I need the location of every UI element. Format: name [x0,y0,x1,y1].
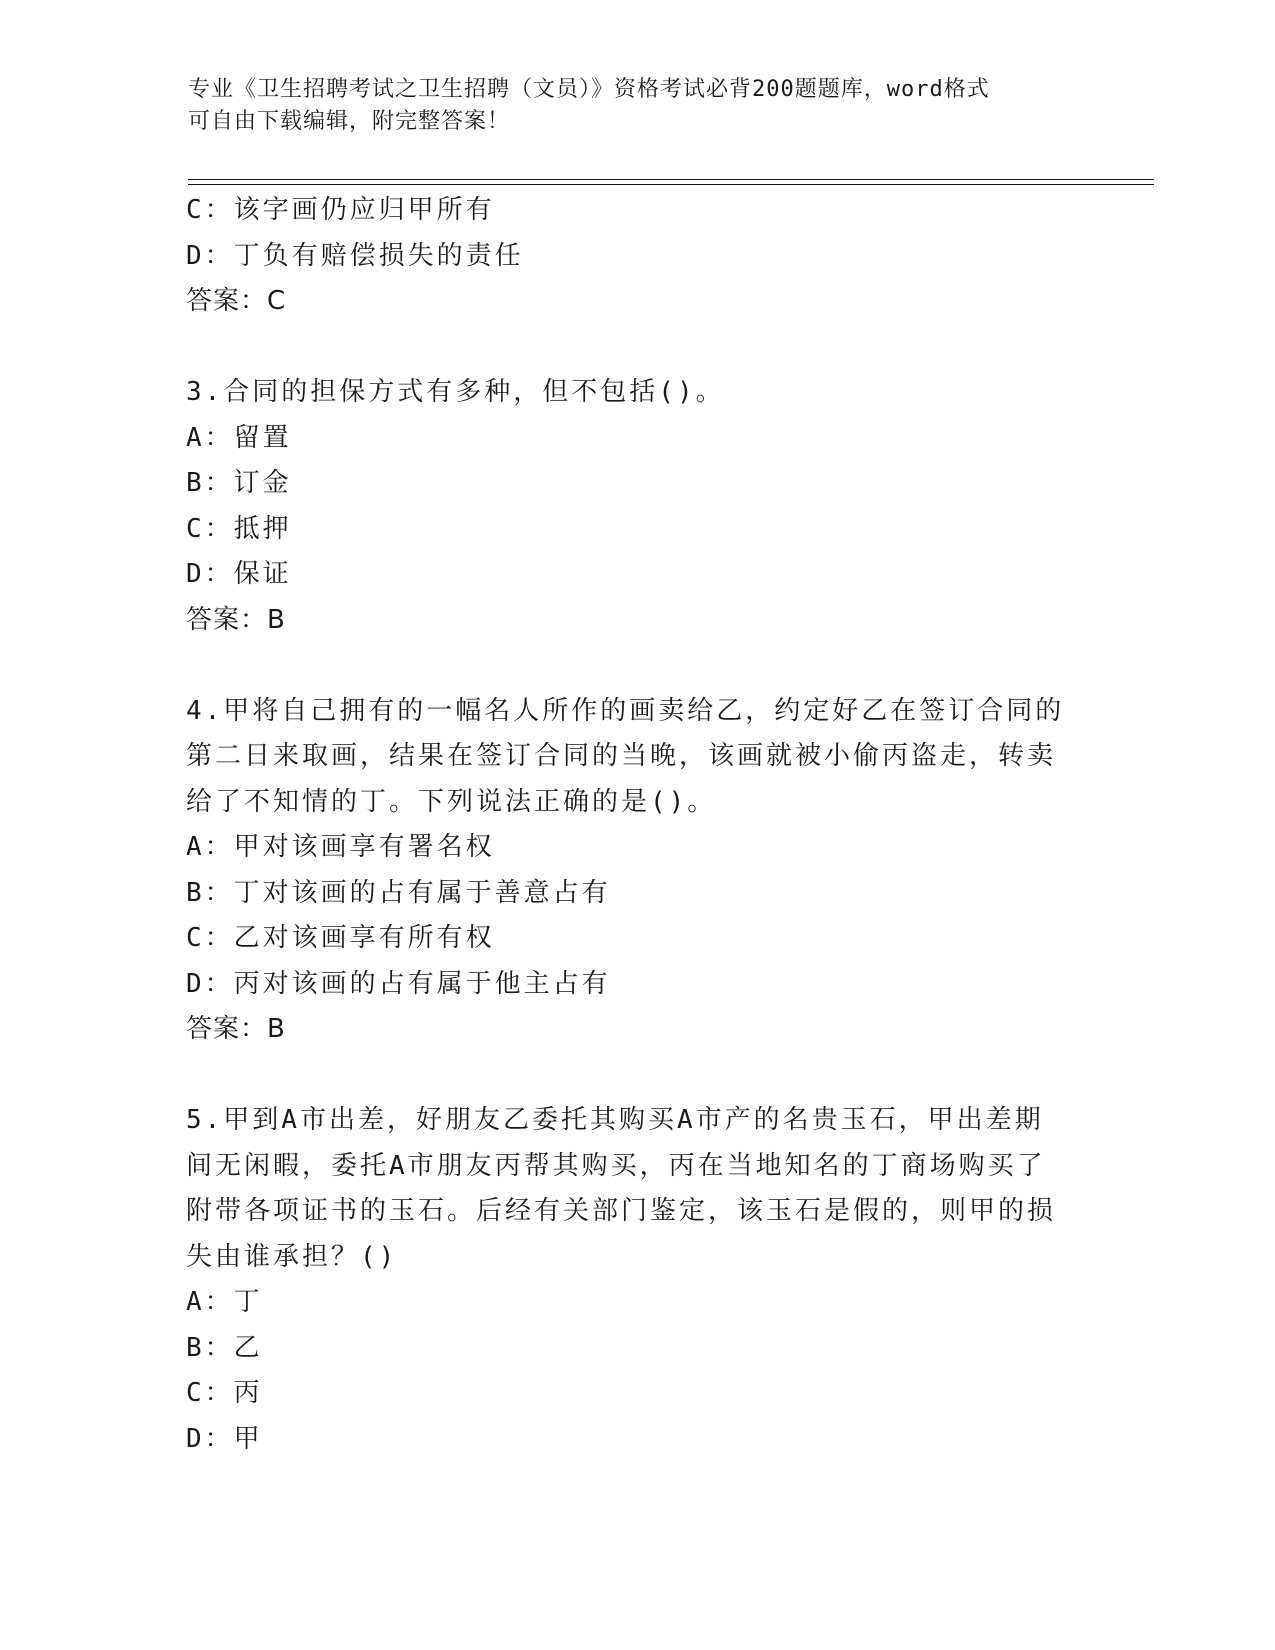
question-stem-line-2: 间无闲暇，委托A市朋友丙帮其购买，丙在当地知名的丁商场购买了 [186,1150,1046,1181]
option-c: C：抵押 [186,513,292,544]
option-b: B：丁对该画的占有属于善意占有 [186,877,611,908]
header-title-line-2: 可自由下载编辑，附完整答案！ [188,109,511,134]
option-b: B：乙 [186,1332,263,1363]
question-list [186,188,1066,1462]
header-divider-top [188,179,1154,180]
option-c: C：乙对该画享有所有权 [186,923,495,953]
question-5 [186,1098,1066,1462]
option-c: C：丙 [186,1378,263,1408]
question-stem-line-1: 5.甲到A市出差，好朋友乙委托其购买A市产的名贵玉石，甲出差期 [186,1105,1044,1135]
question-stem-line-1: 4.甲将自己拥有的一幅名人所作的画卖给乙，约定好乙在签订合同的 [186,695,1065,726]
question-stem: 3.合同的担保方式有多种，但不包括()。 [186,377,725,407]
question-4 [186,689,1066,1053]
answer-line: 答案：C [186,286,287,316]
option-a: A：留置 [186,422,292,453]
option-d: D：丁负有赔偿损失的责任 [186,240,524,271]
question-stem-line-3: 给了不知情的丁。下列说法正确的是()。 [186,786,717,817]
question-3 [186,370,1066,643]
header-title-line-1: 专业《卫生招聘考试之卫生招聘（文员）》资格考试必背200题题库，word格式 [188,77,990,102]
question-stem-line-2: 第二日来取画，结果在签订合同的当晚，该画就被小偷丙盗走，转卖 [186,741,1057,771]
option-a: A：丁 [186,1287,263,1317]
option-d: D：甲 [186,1423,263,1454]
option-d: D：丙对该画的占有属于他主占有 [186,968,611,999]
spacer [186,643,1066,689]
spacer [186,1053,1066,1099]
option-b: B：订金 [186,468,292,498]
document-header [188,74,1068,138]
spacer [186,325,1066,371]
answer-line: 答案：B [186,1014,286,1044]
question-2-continued [186,188,1066,325]
answer-line: 答案：B [186,604,286,635]
header-divider-bottom [188,184,1154,185]
question-stem-line-3: 附带各项证书的玉石。后经有关部门鉴定，该玉石是假的，则甲的损 [186,1196,1057,1226]
question-stem-line-4: 失由谁承担？() [186,1241,398,1272]
option-c: C：该字画仍应归甲所有 [186,195,495,225]
option-d: D：保证 [186,559,292,589]
option-a: A：甲对该画享有署名权 [186,832,495,862]
